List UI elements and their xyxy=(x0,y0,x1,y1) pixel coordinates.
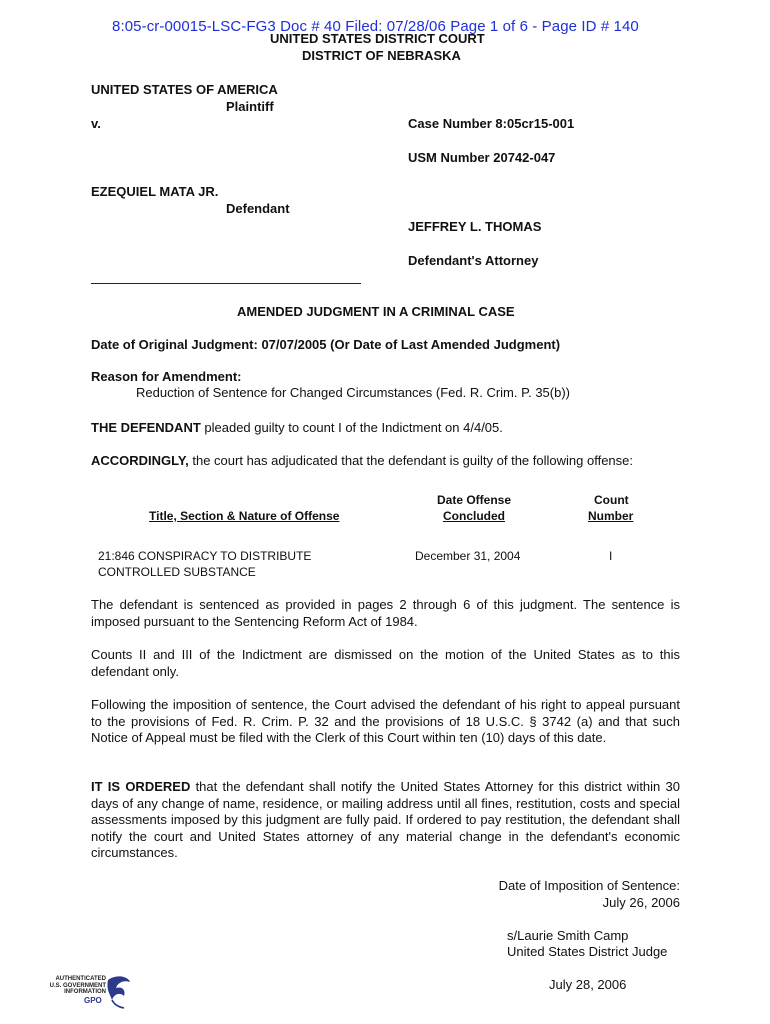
eagle-icon xyxy=(104,974,132,1014)
accordingly-statement xyxy=(91,453,633,468)
sentenced-paragraph: The defendant is sentenced as provided in pages 2 through 6 of this judgment. The sentence is imposed pursuant to the Sentencing Reform Act of 1984. xyxy=(91,597,680,629)
gpo-authentication-logo xyxy=(44,974,134,1014)
usm-number: USM Number 20742-047 xyxy=(408,150,556,165)
logo-line1: AUTHENTICATED xyxy=(55,976,106,982)
offense-line2: CONTROLLED SUBSTANCE xyxy=(98,564,256,579)
plea-text: pleaded guilty to count I of the Indictment on 4/4/05. xyxy=(200,420,503,435)
header-date-line1: Date Offense xyxy=(437,493,512,507)
signature-date: July 28, 2006 xyxy=(549,977,627,992)
logo-line2: U.S. GOVERNMENT xyxy=(49,982,106,989)
offense-line1: 21:846 CONSPIRACY TO DISTRIBUTE xyxy=(98,549,312,563)
header-count-line2: Number xyxy=(588,509,634,523)
versus-label: v. xyxy=(91,116,101,131)
table-row-date: December 31, 2004 xyxy=(415,549,521,563)
court-district: DISTRICT OF NEBRASKA xyxy=(302,48,461,63)
ordered-text: that the defendant shall notify the United States Attorney for this district within 30 days of any change of name, residence, or mailing address until all fines, restitution, costs and special assessments imposed by this judgment are fully paid. If ordered to pay restitution, the defendant shall notify the court and United States attorney of any material change in the defendant's economic circumstances. xyxy=(91,779,680,860)
judge-signature: s/Laurie Smith Camp xyxy=(507,928,629,943)
ordered-paragraph xyxy=(91,779,680,862)
accordingly-lead: ACCORDINGLY, xyxy=(91,453,189,468)
imposition-date: July 26, 2006 xyxy=(602,895,680,910)
header-offense-title: Title, Section & Nature of Offense xyxy=(149,509,340,523)
imposition-label: Date of Imposition of Sentence: xyxy=(498,878,680,893)
appeal-paragraph: Following the imposition of sentence, the Court advised the defendant of his right to appeal pursuant to the provisions of Fed. R. Crim. P. 32 and the provisions of 18 U.S.C. § 3742 (a) and that such Notice of Appeal must be filed with the Clerk of this Court within ten (10) days of this date. xyxy=(91,697,680,745)
table-row-offense xyxy=(98,549,311,580)
logo-line3: INFORMATION xyxy=(64,989,106,995)
plaintiff-name: UNITED STATES OF AMERICA xyxy=(91,82,278,97)
ordered-lead: IT IS ORDERED xyxy=(91,779,191,794)
accordingly-text: the court has adjudicated that the defendant is guilty of the following offense: xyxy=(188,453,633,468)
table-row-count: I xyxy=(609,549,613,563)
defendant-role: Defendant xyxy=(226,201,290,216)
header-count-line1: Count xyxy=(594,493,629,507)
original-judgment-date: Date of Original Judgment: 07/07/2005 (Or Date of Last Amended Judgment) xyxy=(91,337,561,352)
attorney-role: Defendant's Attorney xyxy=(408,253,539,268)
document-header-stamp: 8:05-cr-00015-LSC-FG3 Doc # 40 Filed: 07/28/06 Page 1 of 6 - Page ID # 140 xyxy=(112,18,639,35)
defendant-name: EZEQUIEL MATA JR. xyxy=(91,184,219,199)
plea-lead: THE DEFENDANT xyxy=(91,420,201,435)
header-date-line2: Concluded xyxy=(443,509,505,523)
judgment-title: AMENDED JUDGMENT IN A CRIMINAL CASE xyxy=(237,304,515,319)
plaintiff-role: Plaintiff xyxy=(226,99,274,114)
reason-text: Reduction of Sentence for Changed Circumstances (Fed. R. Crim. P. 35(b)) xyxy=(136,385,571,400)
reason-label: Reason for Amendment: xyxy=(91,369,242,384)
caption-divider xyxy=(91,283,361,284)
defendant-plea xyxy=(91,420,503,435)
gpo-mark: GPO xyxy=(84,996,102,1005)
judge-title: United States District Judge xyxy=(507,944,668,959)
case-number: Case Number 8:05cr15-001 xyxy=(408,116,575,131)
attorney-name: JEFFREY L. THOMAS xyxy=(408,219,542,234)
court-name: UNITED STATES DISTRICT COURT xyxy=(270,31,485,46)
dismissed-paragraph: Counts II and III of the Indictment are dismissed on the motion of the United States as to this defendant only. xyxy=(91,647,680,679)
